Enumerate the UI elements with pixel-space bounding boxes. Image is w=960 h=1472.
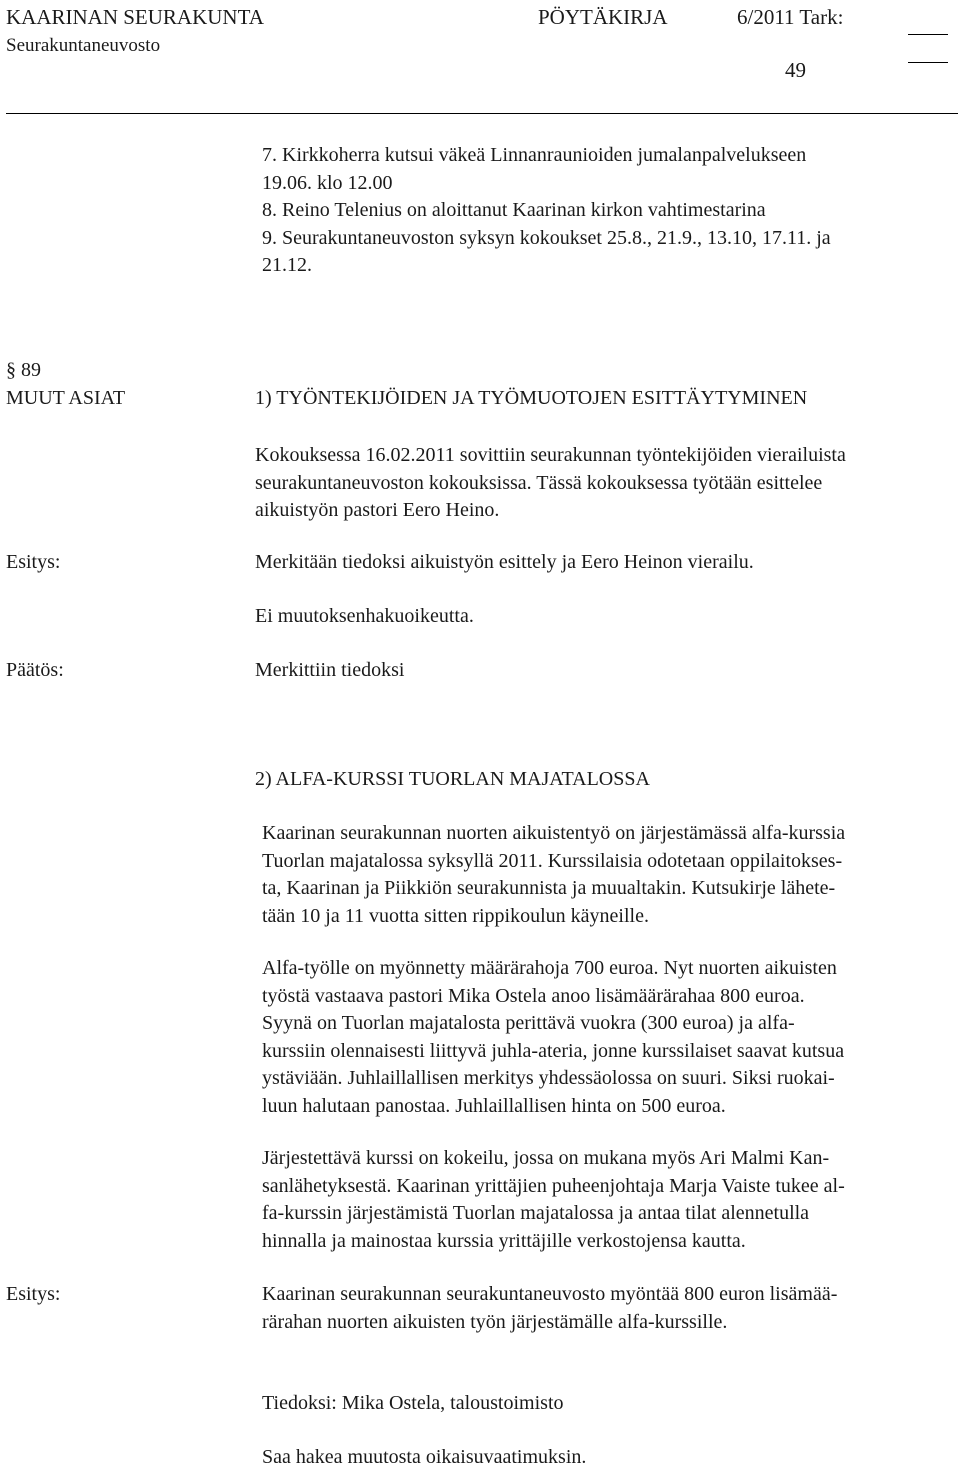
item2-proposal-label: Esitys: <box>6 1283 61 1305</box>
item1-no-appeal: Ei muutoksenhakuoikeutta. <box>255 605 474 627</box>
item1-proposal-label: Esitys: <box>6 551 61 573</box>
text-line: sanlähetyksestä. Kaarinan yrittäjien puheenjohtaja Marja Vaiste tukee al- <box>262 1174 845 1197</box>
list-item: 21.12. <box>262 254 312 276</box>
item1-decision: Merkittiin tiedoksi <box>255 659 405 681</box>
body-name: Seurakuntaneuvosto <box>6 35 161 56</box>
text-line: Kaarinan seurakunnan nuorten aikuistentyö on järjestämässä alfa-kurssia <box>262 822 846 844</box>
list-item: 19.06. klo 12.00 <box>262 171 393 194</box>
text-line: hinnalla ja mainostaa kurssia yrittäjille verkostojensa kautta. <box>262 1229 746 1252</box>
text-line: Järjestettävä kurssi on kokeilu, jossa on mukana myös Ari Malmi Kan- <box>262 1147 830 1169</box>
section-label: MUUT ASIAT <box>6 387 126 409</box>
item2-paragraph-3 <box>262 1145 845 1255</box>
text-line: fa-kurssin järjestämistä Tuorlan majatalossa ja antaa tilat alennetulla <box>262 1202 810 1224</box>
document-number: 6/2011 Tark: <box>737 5 844 29</box>
text-line: työstä vastaava pastori Mika Ostela anoo lisämäärärahaa 800 euroa. <box>262 984 805 1007</box>
item1-text <box>255 442 846 525</box>
list-item: 8. Reino Telenius on aloittanut Kaarinan kirkon vahtimestarina <box>262 199 766 221</box>
item1-decision-label: Päätös: <box>6 659 64 681</box>
text-line: ystäviään. Juhlaillallisen merkitys yhdessäolossa on suuri. Siksi ruokai- <box>262 1067 835 1089</box>
text-line: seurakuntaneuvoston kokouksissa. Tässä kokouksessa työtään esittelee <box>255 471 823 494</box>
item1-proposal: Merkitään tiedoksi aikuistyön esittely ja Eero Heinon vierailu. <box>255 551 754 573</box>
text-line: kurssiin olennaisesti liittyvä juhla-ateria, jonne kurssilaiset saavat kutsua <box>262 1039 845 1062</box>
organization-name: KAARINAN SEURAKUNTA <box>6 5 264 29</box>
announcement-list <box>262 142 952 280</box>
text-line: Syynä on Tuorlan majatalosta perittävä vuokra (300 euroa) ja alfa- <box>262 1012 795 1034</box>
text-line: Kokouksessa 16.02.2011 sovittiin seurakunnan työntekijöiden vierailuista <box>255 444 846 466</box>
text-line: Kaarinan seurakunnan seurakuntaneuvosto myöntää 800 euron lisämää- <box>262 1283 838 1305</box>
page-number: 49 <box>785 58 806 82</box>
item2-appeal: Saa hakea muutosta oikaisuvaatimuksin. <box>262 1446 587 1468</box>
item2-paragraph-1 <box>262 820 845 930</box>
text-line: Alfa-työlle on myönnetty määrärahoja 700 euroa. Nyt nuorten aikuisten <box>262 957 837 979</box>
header-rule <box>6 113 958 114</box>
item2-title: 2) ALFA-KURSSI TUORLAN MAJATALOSSA <box>255 768 650 790</box>
text-line: tään 10 ja 11 vuotta sitten rippikoulun käyneille. <box>262 904 649 927</box>
section-number: § 89 <box>6 359 41 381</box>
text-line: rärahan nuorten aikuisten työn järjestämälle alfa-kurssille. <box>262 1310 728 1333</box>
list-item: 7. Kirkkoherra kutsui väkeä Linnanraunioiden jumalanpalvelukseen <box>262 144 807 166</box>
document-type: PÖYTÄKIRJA <box>538 5 668 29</box>
text-line: Tuorlan majatalossa syksyllä 2011. Kurssilaisia odotetaan oppilaitokses- <box>262 849 843 872</box>
text-line: ta, Kaarinan ja Piikkiön seurakunnista ja muualtakin. Kutsukirje lähete- <box>262 877 836 899</box>
text-line: luun halutaan panostaa. Juhlaillallisen hinta on 500 euroa. <box>262 1094 726 1117</box>
list-item: 9. Seurakuntaneuvoston syksyn kokoukset 25.8., 21.9., 13.10, 17.11. ja <box>262 226 831 249</box>
item2-paragraph-2 <box>262 955 844 1120</box>
item2-notice: Tiedoksi: Mika Ostela, taloustoimisto <box>262 1392 564 1414</box>
item1-title: 1) TYÖNTEKIJÖIDEN JA TYÖMUOTOJEN ESITTÄYTYMINEN <box>255 387 808 409</box>
header-blank-1 <box>908 22 948 40</box>
header-blank-2 <box>908 50 948 68</box>
item2-proposal <box>262 1281 837 1336</box>
text-line: aikuistyön pastori Eero Heino. <box>255 499 500 521</box>
